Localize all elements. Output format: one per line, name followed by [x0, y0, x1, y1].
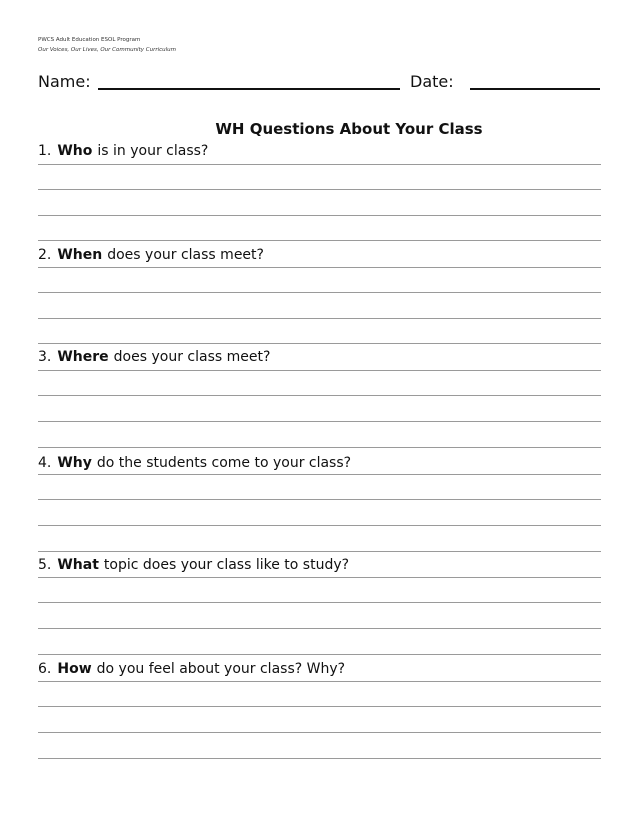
answer-line[interactable] [38, 758, 601, 759]
question-number: 2. [38, 247, 52, 263]
question-wh-word: How [57, 661, 92, 677]
answer-line[interactable] [38, 732, 601, 733]
question-number: 3. [38, 349, 52, 365]
question-number: 6. [38, 661, 52, 677]
question-text: topic does your class like to study? [103, 557, 350, 573]
worksheet-title [0, 120, 638, 138]
name-label: Name: [38, 72, 91, 91]
answer-line[interactable] [38, 628, 601, 629]
answer-line[interactable] [38, 395, 601, 396]
question-text: do the students come to your class? [96, 455, 352, 471]
answer-line[interactable] [38, 499, 601, 500]
question-wh-word: When [57, 247, 103, 263]
answer-line[interactable] [38, 267, 601, 268]
answer-line[interactable] [38, 577, 601, 578]
question-number: 4. [38, 455, 52, 471]
question-3 [38, 349, 270, 365]
question-text: does your class meet? [113, 349, 271, 365]
curriculum-name: Our Voices, Our Lives, Our Community Curriculum [38, 47, 177, 53]
answer-line[interactable] [38, 706, 601, 707]
question-number: 1. [38, 143, 52, 159]
worksheet-title-text: WH Questions About Your Class [215, 120, 483, 138]
question-1 [38, 143, 208, 159]
program-name: PWCS Adult Education ESOL Program [38, 37, 141, 43]
question-wh-word: Why [57, 455, 92, 471]
answer-line[interactable] [38, 681, 601, 682]
date-blank[interactable] [470, 88, 600, 90]
answer-line[interactable] [38, 215, 601, 216]
question-4 [38, 455, 351, 471]
question-text: does your class meet? [107, 247, 264, 263]
question-6 [38, 661, 345, 677]
question-2 [38, 247, 264, 263]
answer-line[interactable] [38, 474, 601, 475]
answer-line[interactable] [38, 551, 601, 552]
question-wh-word: Where [57, 349, 109, 365]
question-wh-word: Who [57, 143, 93, 159]
answer-line[interactable] [38, 421, 601, 422]
answer-line[interactable] [38, 189, 601, 190]
question-number: 5. [38, 557, 52, 573]
answer-line[interactable] [38, 343, 601, 344]
answer-line[interactable] [38, 370, 601, 371]
question-text: do you feel about your class? Why? [96, 661, 346, 677]
answer-line[interactable] [38, 447, 601, 448]
answer-line[interactable] [38, 602, 601, 603]
answer-line[interactable] [38, 292, 601, 293]
question-wh-word: What [57, 557, 99, 573]
name-date-row [38, 72, 603, 94]
answer-line[interactable] [38, 525, 601, 526]
date-label: Date: [410, 72, 454, 91]
answer-line[interactable] [38, 240, 601, 241]
question-5 [38, 557, 349, 573]
answer-line[interactable] [38, 164, 601, 165]
question-text: is in your class? [97, 143, 209, 159]
name-blank[interactable] [98, 88, 400, 90]
answer-line[interactable] [38, 318, 601, 319]
answer-line[interactable] [38, 654, 601, 655]
